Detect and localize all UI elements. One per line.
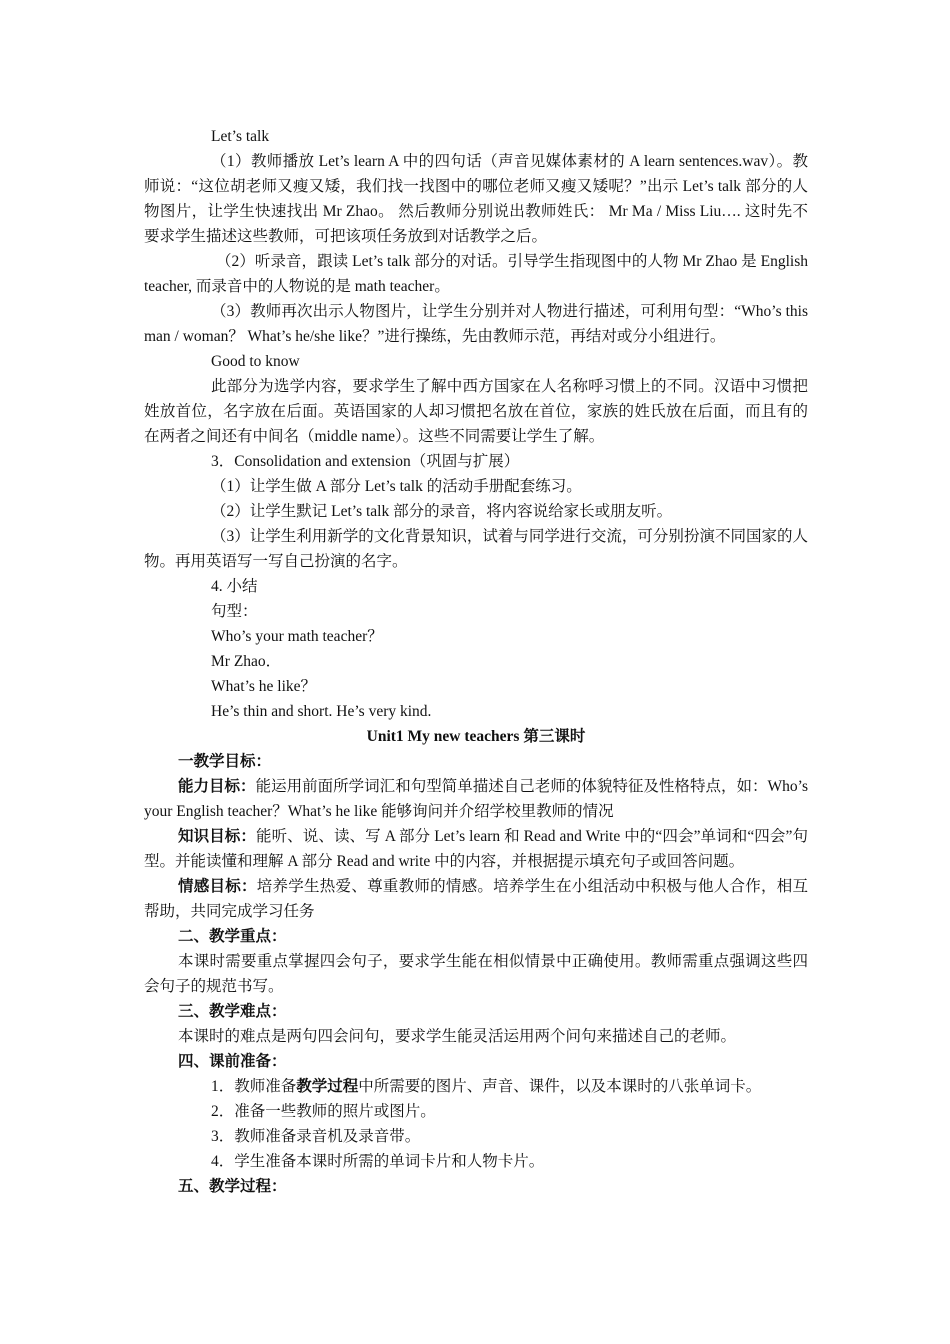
lesson-title: Unit1 My new teachers 第三课时 <box>366 728 586 745</box>
preparation-heading: 四、课前准备： <box>178 1053 287 1070</box>
emotion-objective <box>144 874 808 924</box>
sentence-line: He’s thin and short. He’s very kind. <box>211 703 432 720</box>
ability-text: 能运用前面所学词汇和句型简单描述自己老师的体貌特征及性格特点，如：Who’s your English teacher？What’s he like 能够询问并介绍学校里教师的情况 <box>144 778 808 820</box>
prep-item-text: 1．教师准备 <box>211 1078 297 1095</box>
difficulty-heading: 三、教学难点： <box>178 1003 287 1020</box>
document-page <box>144 124 808 1199</box>
section-heading-lets-talk: Let’s talk <box>211 128 270 145</box>
emotion-text: 培养学生热爱、尊重教师的情感。培养学生在小组活动中积极与他人合作，相互帮助，共同完成学习任务 <box>144 878 808 920</box>
difficulty-text: 本课时的难点是两句四会问句，要求学生能灵活运用两个问句来描述自己的老师。 <box>178 1028 737 1045</box>
process-heading: 五、教学过程： <box>178 1178 287 1195</box>
knowledge-label: 知识目标： <box>178 828 256 845</box>
ability-label: 能力目标： <box>178 778 256 795</box>
sentence-line: Mr Zhao． <box>211 653 282 670</box>
paragraph: （2）听录音，跟读 Let’s talk 部分的对话。引导学生指现图中的人物 Mr Zhao 是 English teacher, 而录音中的人物说的是 math teacher。 <box>144 253 808 295</box>
section-heading-consolidation: 3．Consolidation and extension（巩固与扩展） <box>211 453 520 470</box>
key-points-text: 本课时需要重点掌握四会句子，要求学生能在相似情景中正确使用。教师需重点强调这些四会句子的规范书写。 <box>144 953 808 995</box>
sentence-line: What’s he like？ <box>211 678 317 695</box>
section-heading-summary: 4. 小结 <box>211 578 258 595</box>
paragraph: （3）教师再次出示人物图片，让学生分别并对人物进行描述，可利用句型：“Who’s this man / woman？ What’s he/she like？”进行操练，先由教师示范，再结对或分小组进行。 <box>144 303 808 345</box>
objectives-heading: 一教学目标： <box>178 753 272 770</box>
prep-item: 2．准备一些教师的照片或图片。 <box>211 1103 436 1120</box>
section-heading-good-to-know: Good to know <box>211 353 300 370</box>
prep-item-text: 中所需要的图片、声音、课件，以及本课时的八张单词卡。 <box>358 1078 762 1095</box>
summary-label: 句型： <box>211 603 258 620</box>
knowledge-objective <box>144 824 808 874</box>
prep-item <box>144 1074 808 1099</box>
prep-item: 3．教师准备录音机及录音带。 <box>211 1128 421 1145</box>
key-points-heading: 二、教学重点： <box>178 928 287 945</box>
list-item: （2）让学生默记 Let’s talk 部分的录音，将内容说给家长或朋友听。 <box>211 503 673 520</box>
emotion-label: 情感目标： <box>178 878 257 895</box>
prep-item: 4．学生准备本课时所需的单词卡片和人物卡片。 <box>211 1153 545 1170</box>
paragraph: （1）教师播放 Let’s learn A 中的四句话（声音见媒体素材的 A learn sentences.wav）。教师说：“这位胡老师又瘦又矮，我们找一找图中的哪位老师又瘦又矮呢？”出示 Let’s talk 部分的人物图片，让学生快速找出 Mr Zhao。 然后教师分别说出教师姓氏： Mr Ma / Miss Liu…. 这时先不要求学生描述这些教师，可把该项任务放到对话教学之后。 <box>144 153 808 245</box>
sentence-line: Who’s your math teacher？ <box>211 628 383 645</box>
list-item: （3）让学生利用新学的文化背景知识，试着与同学进行交流，可分别扮演不同国家的人物。再用英语写一写自己扮演的名字。 <box>144 528 808 570</box>
ability-objective <box>144 774 808 824</box>
prep-item-bold: 教学过程 <box>296 1078 359 1095</box>
knowledge-text: 能听、说、读、写 A 部分 Let’s learn 和 Read and Write 中的“四会”单词和“四会”句型。并能读懂和理解 A 部分 Read and write 中的内容，并根据提示填充句子或回答问题。 <box>144 828 808 870</box>
paragraph: 此部分为选学内容，要求学生了解中西方国家在人名称呼习惯上的不同。汉语中习惯把姓放首位，名字放在后面。英语国家的人却习惯把名放在首位，家族的姓氏放在后面，而且有的在两者之间还有中间名（middle name）。这些不同需要让学生了解。 <box>144 378 808 445</box>
list-item: （1）让学生做 A 部分 Let’s talk 的活动手册配套练习。 <box>211 478 582 495</box>
